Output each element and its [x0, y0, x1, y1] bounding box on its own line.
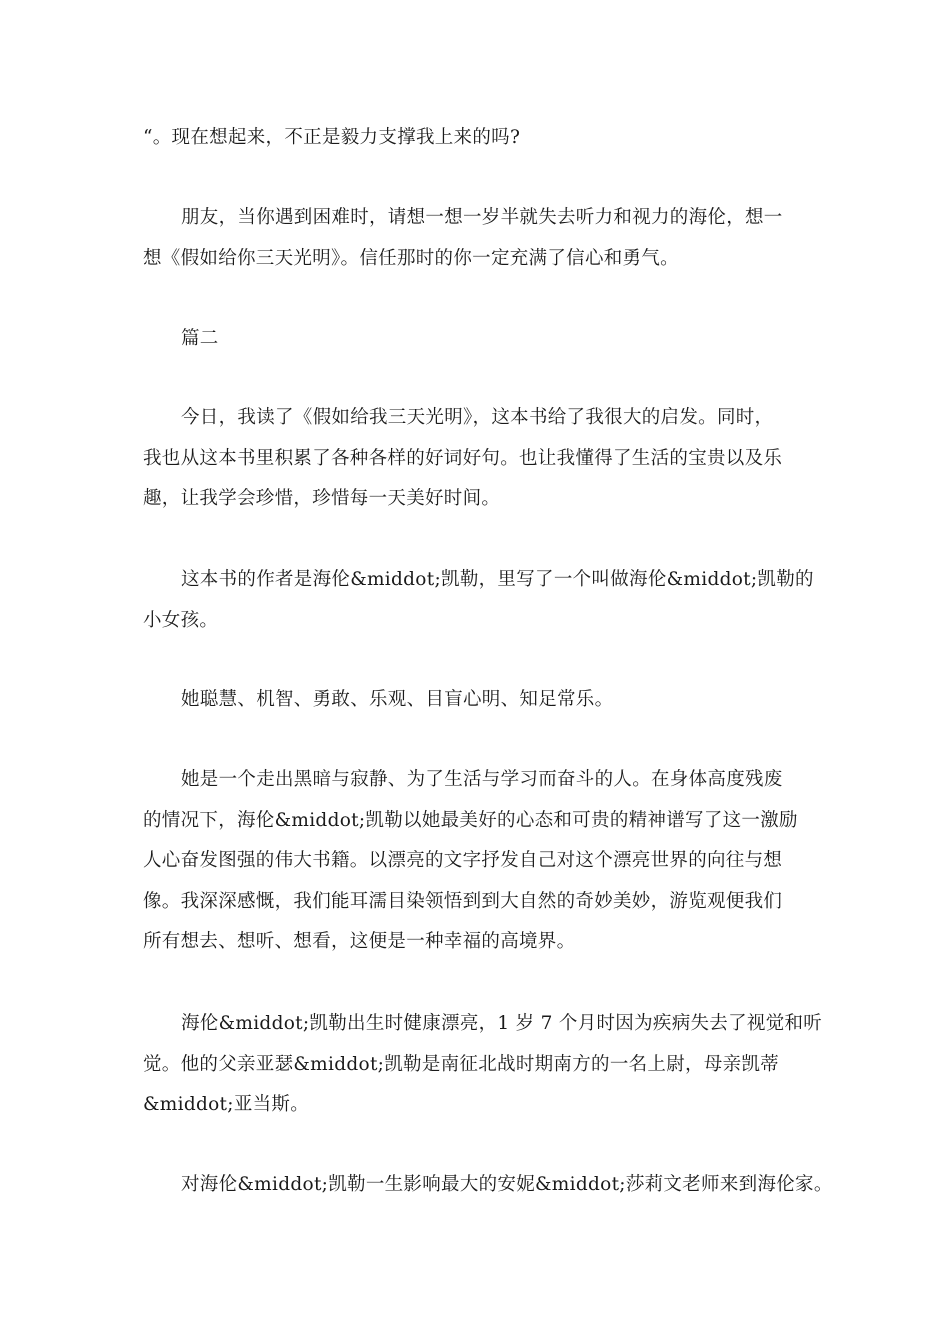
text-line: 这本书的作者是海伦&middot;凯勒，里写了一个叫做海伦&middot;凯勒的	[181, 569, 814, 590]
text-line: 我也从这本书里积累了各种各样的好词好句。也让我懂得了生活的宝贵以及乐	[143, 447, 783, 469]
paragraph-7	[143, 1004, 823, 1126]
text-line: 今日，我读了《假如给我三天光明》，这本书给了我很大的启发。同时，	[181, 407, 774, 428]
text-line: 觉。他的父亲亚瑟&middot;凯勒是南征北战时期南方的一名上尉，母亲凯蒂	[143, 1053, 780, 1075]
text-line: 所有想去、想听、想看，这便是一种幸福的高境界。	[143, 931, 576, 952]
paragraph-4	[143, 560, 814, 641]
text-line: 海伦&middot;凯勒出生时健康漂亮，1 岁 7 个月时因为疾病失去了视觉和听	[181, 1013, 823, 1034]
text-line: 人心奋发图强的伟大书籍。以漂亮的文字抒发自己对这个漂亮世界的向往与想	[143, 850, 783, 871]
text-line: 想《假如给你三天光明》。信任那时的你一定充满了信心和勇气。	[143, 247, 679, 269]
text-line: “。现在想起来，不正是毅力支撑我上来的吗?	[143, 127, 521, 148]
paragraph-5	[143, 680, 807, 721]
text-line: 对海伦&middot;凯勒一生影响最大的安妮&middot;莎莉文老师来到海伦家。	[181, 1174, 833, 1195]
section-heading	[143, 319, 807, 360]
paragraph-3	[143, 398, 807, 520]
text-line: 趣，让我学会珍惜，珍惜每一天美好时间。	[143, 488, 501, 509]
paragraph-8	[143, 1165, 833, 1206]
text-line: 她是一个走出黑暗与寂静、为了生活与学习而奋斗的人。在身体高度残废	[181, 769, 783, 790]
text-line: 小女孩。	[143, 609, 219, 631]
text-line: 篇二	[181, 328, 219, 349]
text-line: 像。我深深感慨，我们能耳濡目染领悟到到大自然的奇妙美妙，游览观便我们	[143, 890, 783, 912]
text-line: &middot;亚当斯。	[143, 1094, 310, 1115]
paragraph-2	[143, 198, 807, 279]
text-line: 她聪慧、机智、勇敢、乐观、目盲心明、知足常乐。	[181, 689, 614, 710]
paragraph-6	[143, 760, 807, 963]
text-line: 的情况下，海伦&middot;凯勒以她最美好的心态和可贵的精神谱写了这一激励	[143, 809, 798, 831]
text-line: 朋友，当你遇到困难时，请想一想一岁半就失去听力和视力的海伦，想一	[181, 207, 783, 228]
paragraph-1	[143, 118, 807, 159]
